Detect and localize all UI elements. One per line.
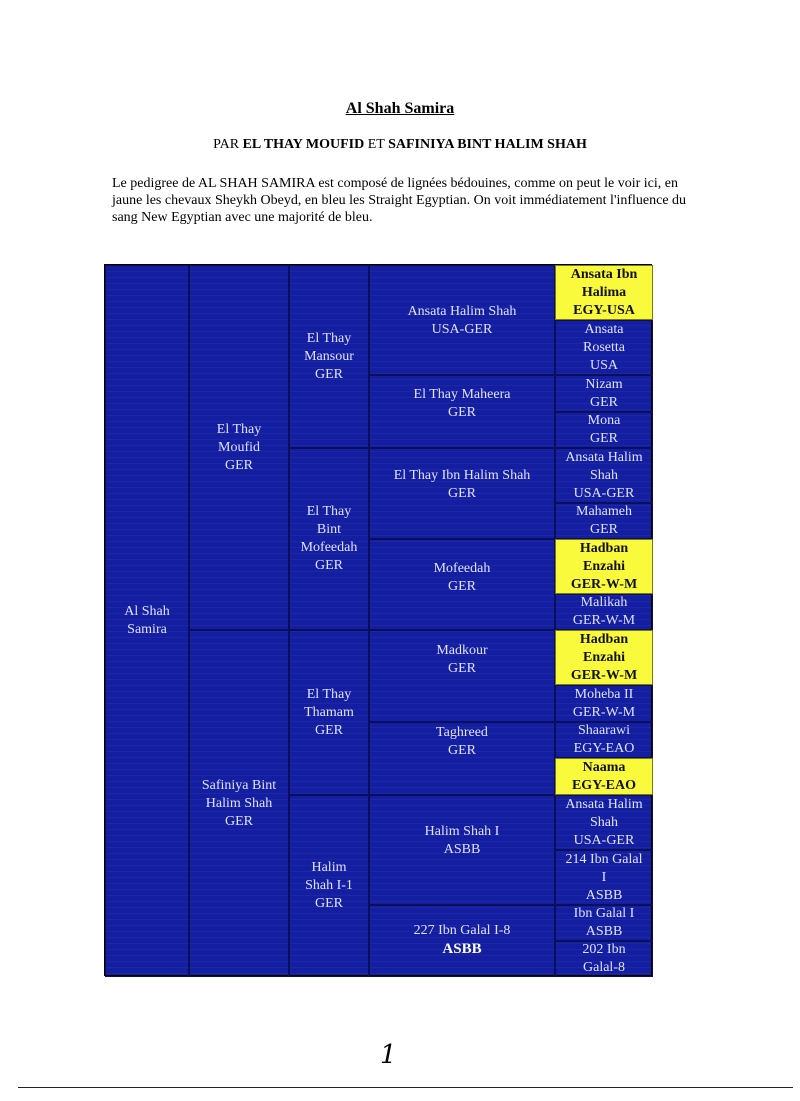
- gen4-label: Moheba II GER-W-M: [572, 686, 636, 720]
- gen3-label: Halim Shah I ASBB: [424, 824, 500, 857]
- gen3-label: Taghreed GER: [436, 725, 488, 758]
- gen2-label: El Thay Thamam GER: [304, 686, 354, 738]
- gen4-label: Ibn Galal I ASBB: [573, 906, 635, 939]
- pedigree-table: [104, 264, 652, 976]
- pedigree-sire: [189, 265, 289, 630]
- gen3-registry-label: ASBB: [442, 941, 482, 957]
- page-number: 1: [380, 1040, 397, 1070]
- pedigree-gen3-cell: [369, 630, 555, 722]
- gen4-label: 214 Ibn Galal I ASBB: [565, 851, 643, 903]
- dam-name: SAFINIYA BINT HALIM SHAH: [388, 137, 587, 152]
- pedigree-gen3-cell: [369, 722, 555, 795]
- pedigree-gen3-cell: [369, 539, 555, 630]
- subtitle-prefix: PAR: [213, 137, 243, 152]
- pedigree-gen4-cell: [555, 941, 653, 977]
- gen4-label: Mona GER: [587, 413, 621, 446]
- gen3-label: El Thay Maheera GER: [413, 387, 511, 420]
- pedigree-horse: [105, 265, 189, 977]
- pedigree-gen3-cell: [369, 905, 555, 977]
- gen4-label: Mahameh GER: [576, 504, 632, 537]
- subtitle: [0, 137, 800, 153]
- gen4-label: Naama EGY-EAO: [571, 759, 637, 793]
- gen4-label: Hadban Enzahi GER-W-M: [570, 540, 638, 592]
- gen4-label: Ansata Ibn Halima EGY-USA: [570, 266, 638, 318]
- gen4-label: Nizam GER: [585, 376, 623, 410]
- pedigree-gen2-cell: [289, 448, 369, 630]
- pedigree-gen4-cell: [555, 795, 653, 850]
- pedigree-gen3-cell: [369, 375, 555, 448]
- horse-name: Al Shah Samira: [124, 604, 170, 637]
- pedigree-gen4-cell: [555, 722, 653, 758]
- gen2-label: El Thay Bint Mofeedah GER: [300, 504, 358, 573]
- pedigree-gen3-cell: [369, 448, 555, 539]
- gen4-label: Ansata Halim Shah USA-GER: [565, 796, 643, 848]
- pedigree-dam: [189, 630, 289, 977]
- gen3-label: Ansata Halim Shah USA-GER: [407, 304, 517, 337]
- subtitle-connector: ET: [364, 137, 389, 152]
- pedigree-gen4-cell: [555, 850, 653, 905]
- gen2-label: El Thay Mansour GER: [304, 330, 354, 382]
- gen3-label: El Thay Ibn Halim Shah GER: [393, 468, 531, 501]
- gen3-label: 227 Ibn Galal I-8: [413, 923, 511, 938]
- dam-label: Safiniya Bint Halim Shah GER: [201, 777, 277, 829]
- pedigree-gen4-cell: [555, 594, 653, 630]
- pedigree-gen4-cell: [555, 448, 653, 503]
- pedigree-gen4-cell: [555, 503, 653, 539]
- pedigree-gen4-cell: [555, 539, 653, 594]
- pedigree-gen4-cell: [555, 630, 653, 685]
- pedigree-gen4-cell: [555, 905, 653, 941]
- pedigree-gen4-cell: [555, 685, 653, 722]
- intro-paragraph: Le pedigree de AL SHAH SAMIRA est composé de lignées bédouines, comme on peut le voir ici, en jaune les chevaux Sheykh Obeyd, en bleu les Straight Egyptian. On voit immédiatement l'influence du sang New Egyptian avec une majorité de bleu.: [112, 176, 687, 225]
- gen3-label: Madkour GER: [436, 643, 488, 676]
- sire-name: EL THAY MOUFID: [242, 137, 365, 152]
- pedigree-gen2-cell: [289, 265, 369, 448]
- gen4-label: Shaarawi EGY-EAO: [573, 723, 635, 756]
- gen4-label: Ansata Rosetta USA: [583, 321, 625, 373]
- pedigree-gen4-cell: [555, 375, 653, 412]
- gen4-label: Hadban Enzahi GER-W-M: [570, 631, 638, 683]
- pedigree-gen4-cell: [555, 758, 653, 795]
- gen3-label: Mofeedah GER: [433, 561, 491, 594]
- pedigree-gen4-cell: [555, 412, 653, 448]
- page-title: Al Shah Samira: [345, 100, 455, 117]
- pedigree-gen2-cell: [289, 630, 369, 795]
- footer-rule: [18, 1087, 793, 1088]
- gen4-label: Malikah GER-W-M: [572, 595, 636, 628]
- pedigree-gen4-cell: [555, 320, 653, 375]
- sire-label: El Thay Moufid GER: [216, 421, 262, 473]
- pedigree-gen3-cell: [369, 795, 555, 905]
- pedigree-gen3-cell: [369, 265, 555, 375]
- pedigree-gen4-cell: [555, 265, 653, 320]
- gen4-label: 202 Ibn Galal-8: [582, 942, 626, 975]
- gen4-label: Ansata Halim Shah USA-GER: [565, 449, 643, 501]
- gen2-label: Halim Shah I-1 GER: [305, 860, 353, 911]
- pedigree-gen2-cell: [289, 795, 369, 977]
